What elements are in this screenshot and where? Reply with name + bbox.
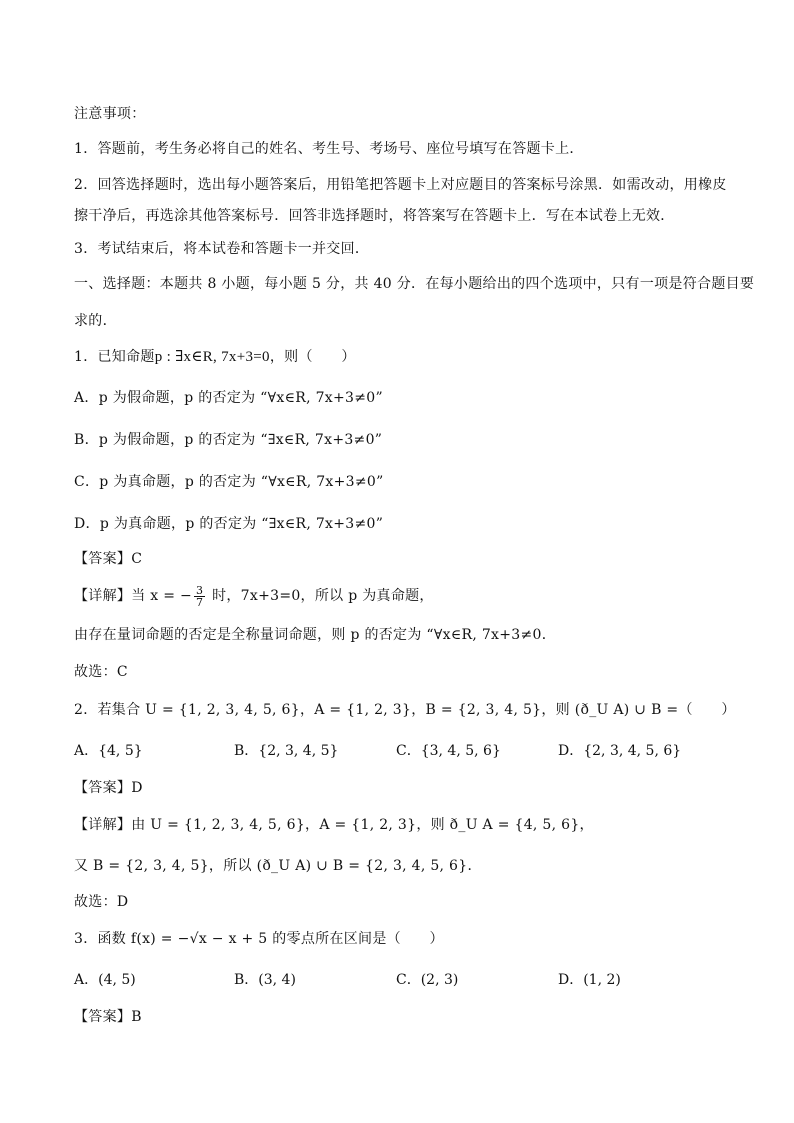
q2-option-b: B．{2, 3, 4, 5} [234,743,339,759]
notice-item: 3．考试结束后，将本试卷和答题卡一并交回． [74,241,370,257]
q1-detail-2: 由存在量词命题的否定是全称量词命题，则 p 的否定为 “∀x∈R, 7x+3≠0． [74,627,556,643]
notice-item: 擦干净后，再选涂其他答案标号．回答非选择题时，将答案写在答题卡上．写在本试卷上无效． [74,208,675,224]
q3-option-b: B．(3, 4) [234,972,296,988]
q2-choice: 故选：D [74,894,129,910]
question-3-stem: 3．函数 f(x) = −√x − x + 5 的零点所在区间是（ ） [74,931,444,947]
fraction-numerator: 3 [196,583,204,597]
question-1-stem [74,344,724,370]
q2-option-c: C．{3, 4, 5, 6} [396,743,501,759]
q1-choice: 故选：C [74,664,128,680]
q2-answer: 【答案】D [74,780,143,796]
question-2-stem: 2．若集合 U = {1, 2, 3, 4, 5, 6}，A = {1, 2, 3}，B = {2, 3, 4, 5}，则 (ð_U A) ∪ B =（ ） [74,702,736,718]
q1-stem-prefix: 1．已知命题 [74,349,155,365]
fraction-denominator: 7 [196,595,204,609]
q1-detail-prefix: 【详解】当 x = − [74,588,193,604]
q1-option-b: B．p 为假命题，p 的否定为 “∃x∈R, 7x+3≠0” [74,432,383,448]
notice-item: 1．答题前，考生务必将自己的姓名、考生号、考场号、座位号填写在答题卡上． [74,141,584,157]
q2-option-a: A．{4, 5} [74,743,143,759]
notice-item: 2．回答选择题时，选出每小题答案后，用铅笔把答题卡上对应题目的答案标号涂黑．如需改动，用橡皮 [74,177,727,193]
q2-detail-1: 【详解】由 U = {1, 2, 3, 4, 5, 6}，A = {1, 2, 3}，则 ð_U A = {4, 5, 6}， [74,817,594,833]
q1-detail [74,583,724,609]
q1-option-d: D．p 为真命题，p 的否定为 “∃x∈R, 7x+3≠0” [74,516,384,532]
q2-option-d: D．{2, 3, 4, 5, 6} [558,743,682,759]
q2-detail-2: 又 B = {2, 3, 4, 5}，所以 (ð_U A) ∪ B = {2, 3, 4, 5, 6}． [74,858,482,874]
section-heading: 一、选择题：本题共 8 小题，每小题 5 分，共 40 分．在每小题给出的四个选项中，只有一项是符合题目要 [74,276,755,292]
q3-option-a: A．(4, 5) [74,972,136,988]
q1-detail-suffix: 时，7x+3=0，所以 p 为真命题， [207,588,434,604]
fraction [194,585,205,608]
section-heading-cont: 求的． [74,313,117,329]
q1-option-c: C．p 为真命题，p 的否定为 “∀x∈R, 7x+3≠0” [74,474,384,490]
q1-stem-suffix: ，则（ ） [269,349,356,365]
q3-option-d: D．(1, 2) [558,972,621,988]
q3-answer: 【答案】B [74,1009,142,1025]
notice-title: 注意事项： [74,106,146,122]
q1-option-a: A．p 为假命题，p 的否定为 “∀x∈R, 7x+3≠0” [74,390,383,406]
q3-option-c: C．(2, 3) [396,972,459,988]
q1-answer: 【答案】C [74,551,143,567]
q1-stem-math: p : ∃x∈R, 7x+3=0 [154,349,270,365]
